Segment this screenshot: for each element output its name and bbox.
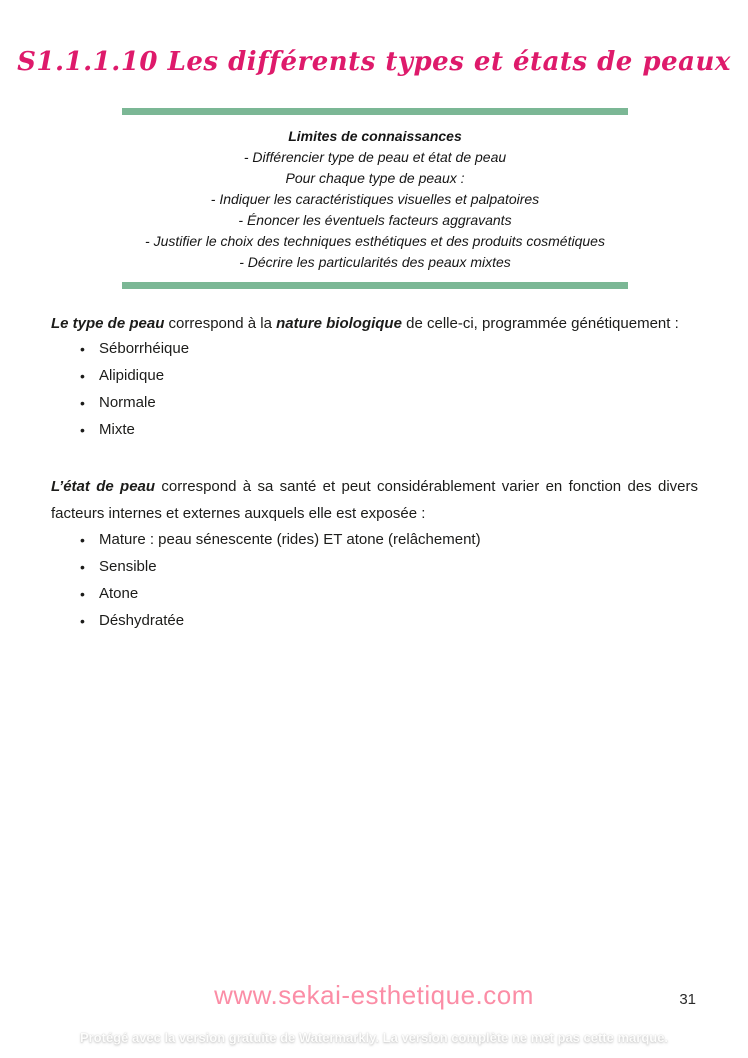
knowledge-limit-line: - Indiquer les caractéristiques visuelles et palpatoires [210, 191, 540, 207]
bullet-icon: • [80, 613, 85, 629]
bullet-icon: • [80, 559, 85, 575]
list-item [80, 532, 481, 559]
skin-type-text-rest: de celle-ci, programmée génétiquement : [401, 315, 679, 332]
bullet-icon: • [80, 422, 85, 438]
list-item [80, 613, 481, 640]
skin-state-paragraph [51, 473, 698, 527]
skin-type-list [80, 341, 189, 449]
list-item [80, 368, 189, 395]
list-item-label: Normale [99, 394, 156, 411]
skin-type-paragraph [51, 310, 698, 337]
list-item-label: Atone [99, 585, 139, 602]
skin-state-text: correspond à sa santé et peut considérablement varier en fonction des divers facteurs internes et externes auxquels elle est exposée : [51, 478, 698, 522]
page-number: 31 [679, 991, 696, 1008]
knowledge-limit-line: - Justifier le choix des techniques esthétiques et des produits cosmétiques [145, 233, 605, 249]
skin-state-lead: L’état de peau [51, 478, 156, 495]
bullet-icon: • [80, 586, 85, 602]
website-link[interactable]: www.sekai-esthetique.com [214, 980, 534, 1010]
bullet-icon: • [80, 395, 85, 411]
bullet-icon: • [80, 368, 85, 384]
bullet-icon: • [80, 532, 85, 548]
list-item [80, 395, 189, 422]
list-item-label: Déshydratée [99, 612, 185, 629]
list-item [80, 559, 481, 586]
skin-type-text: correspond à la [164, 315, 277, 332]
bullet-icon: • [80, 341, 85, 357]
list-item [80, 586, 481, 613]
list-item-label: Mature : peau sénescente (rides) ET atone (relâchement) [99, 531, 481, 548]
skin-type-emphasis: nature biologique [276, 315, 402, 332]
list-item-label: Séborrhéique [99, 340, 190, 357]
skin-type-lead: Le type de peau [51, 315, 165, 332]
knowledge-limit-line: - Énoncer les éventuels facteurs aggravants [238, 212, 512, 228]
page-title: S1.1.1.10 Les différents types et états de peaux [17, 47, 731, 77]
knowledge-limit-line: Pour chaque type de peaux : [285, 170, 465, 186]
knowledge-limits-heading: Limites de connaissances [288, 128, 462, 144]
skin-state-list [80, 532, 481, 640]
list-item-label: Alipidique [99, 367, 165, 384]
knowledge-limits-box [122, 108, 628, 289]
knowledge-limit-line: - Décrire les particularités des peaux mixtes [239, 254, 511, 270]
list-item [80, 341, 189, 368]
knowledge-limit-line: - Différencier type de peau et état de peau [243, 149, 507, 165]
list-item [80, 422, 189, 449]
list-item-label: Sensible [99, 558, 157, 575]
watermark-text: Protégé avec la version gratuite de Watermarkly. La version complète ne met pas cette marque. [79, 1030, 669, 1045]
list-item-label: Mixte [99, 421, 135, 438]
